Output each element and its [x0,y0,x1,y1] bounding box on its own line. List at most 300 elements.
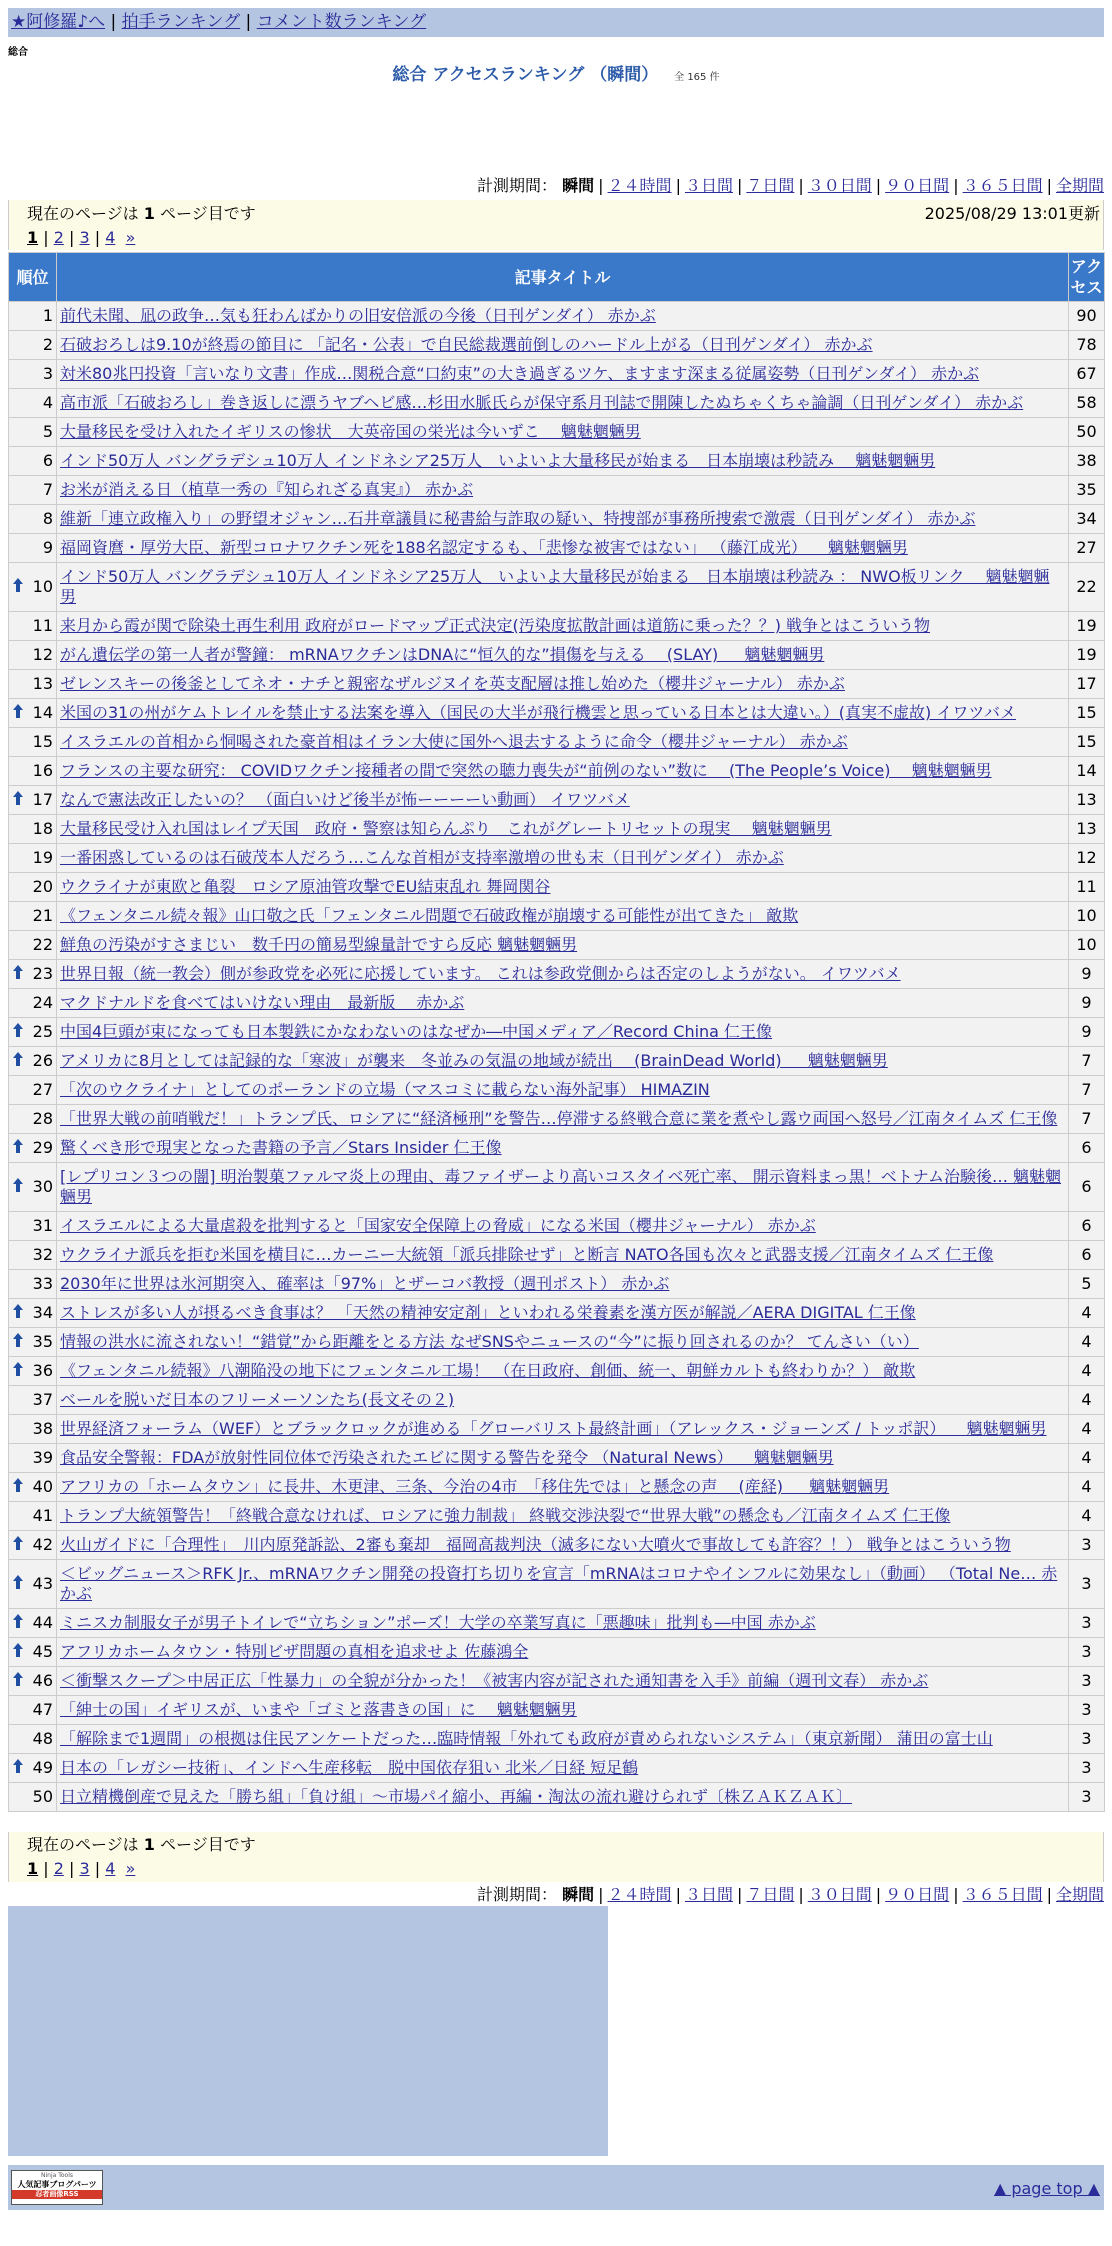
title-cell [57,1609,1069,1638]
article-link[interactable]: [レプリコン３つの闇] 明治製菓ファルマ炎上の理由、毒ファイザーより高いコスタイベ死亡率、 開示資料まっ黒！ベトナム治験後… 魑魅魍魎男 [60,1167,1062,1206]
title-cell [57,1444,1069,1473]
rank-number: 14 [32,703,53,722]
title-cell [57,1270,1069,1299]
article-link[interactable]: インド50万人 バングラデシュ10万人 インドネシア25万人 いよいよ大量移民が始まる 日本崩壊は秒読み ： NWO板リンク 魑魅魍魎男 [60,567,1050,606]
article-link[interactable]: 世界経済フォーラム（WEF）とブラックロックが進める「グローバリスト最終計画」（アレックス・ジョーンズ / トッポ訳） 魑魅魍魎男 [60,1419,1047,1438]
title-cell [57,1531,1069,1560]
rank-cell [9,505,57,534]
access-count: 3 [1069,1609,1105,1638]
rank-cell [9,1638,57,1667]
rank-number: 48 [32,1729,53,1748]
rank-number: 24 [32,993,53,1012]
category-label: 総合 [8,47,28,58]
access-count: 7 [1069,1105,1105,1134]
access-count: 3 [1069,1560,1105,1609]
period-option-current: 瞬間 [562,176,595,195]
article-link[interactable]: ミニスカ制服女子が男子トイレで“立ちション”ポーズ！大学の卒業写真に「悪趣味」批判も―中国 赤かぶ [60,1613,816,1632]
rank-cell [9,302,57,331]
table-row [9,331,1105,360]
article-link[interactable]: 鮮魚の汚染がすさまじい 数千円の簡易型線量計ですら反応 魑魅魍魎男 [60,935,578,954]
rank-number: 11 [32,616,53,635]
rank-number: 29 [32,1138,53,1157]
top-nav-bar [8,8,1104,37]
title-cell [57,1105,1069,1134]
rank-number: 5 [42,422,53,441]
period-option-24h[interactable]: ２４時間 [607,176,672,195]
access-count: 5 [1069,1270,1105,1299]
ranking-table-body [9,302,1105,1812]
rank-number: 3 [42,364,53,383]
rank-number: 42 [32,1535,53,1554]
nav-link-applause-ranking[interactable]: 拍手ランキング [121,12,241,32]
rank-cell [9,1076,57,1105]
title-cell [57,699,1069,728]
table-row [9,641,1105,670]
rank-cell [9,447,57,476]
rank-cell [9,563,57,612]
rank-cell [9,670,57,699]
article-link[interactable]: アメリカに8月としては記録的な「寒波」が襲来 冬並みの気温の地域が続出 (BrainDead World) 魑魅魍魎男 [60,1051,888,1070]
access-count: 58 [1069,389,1105,418]
rank-cell [9,757,57,786]
title-cell [57,1386,1069,1415]
title-cell [57,873,1069,902]
title-cell [57,1638,1069,1667]
article-link[interactable]: 来月から霞が関で除染土再生利用 政府がロードマップ正式決定(汚染度拡散計画は道筋に乗った？？) 戦争とはこういう物 [60,616,931,635]
access-count: 6 [1069,1212,1105,1241]
title-cell [57,1696,1069,1725]
rank-number: 31 [32,1216,53,1235]
title-cell [57,844,1069,873]
rank-number: 4 [42,393,53,412]
rank-cell [9,989,57,1018]
rank-cell [9,389,57,418]
page-link-next[interactable]: » [125,228,136,247]
article-link[interactable]: 石破おろしは9.10が終焉の節目に 「記名・公表」で自民総裁選前倒しのハードル上がる（日刊ゲンダイ） 赤かぶ [60,335,873,354]
rank-up-arrow-icon [12,1303,26,1319]
period-option-24h[interactable]: ２４時間 [607,1885,672,1904]
rank-cell [9,1754,57,1783]
access-count: 3 [1069,1754,1105,1783]
table-row [9,505,1105,534]
rank-cell [9,476,57,505]
rank-cell [9,1473,57,1502]
rank-number: 8 [42,509,53,528]
access-count: 3 [1069,1531,1105,1560]
table-row [9,670,1105,699]
rank-number: 22 [32,935,53,954]
page-top-link[interactable]: ▲ page top ▲ [993,2179,1100,2198]
article-link[interactable]: フランスの主要な研究： COVIDワクチン接種者の間で突然の聴力喪失が“前例のない”数に (The People’s Voice) 魑魅魍魎男 [60,761,992,780]
rank-cell [9,1105,57,1134]
title-cell [57,1560,1069,1609]
article-link[interactable]: 日本の「レガシー技術」、インドへ生産移転 脱中国依存狙い 北米／日経 短足鶴 [60,1758,639,1777]
updated-timestamp: 2025/08/29 13:01更新 [924,204,1100,223]
rank-cell [9,960,57,989]
table-row [9,728,1105,757]
rank-up-arrow-icon [12,790,26,806]
article-link[interactable]: 大量移民を受け入れたイギリスの惨状 大英帝国の栄光は今いずこ 魑魅魍魎男 [60,422,641,441]
title-cell [57,786,1069,815]
title-cell [57,728,1069,757]
rank-number: 18 [32,819,53,838]
table-row [9,1018,1105,1047]
rank-number: 9 [42,538,53,557]
rank-number: 25 [32,1022,53,1041]
table-row [9,1357,1105,1386]
total-count: 全 165 件 [674,72,720,83]
rank-number: 13 [32,674,53,693]
title-cell [57,1018,1069,1047]
ninja-tools-badge[interactable]: Ninja Tools 人気記事ブログパーツ 忍者画像RSS [11,2170,103,2205]
title-cell [57,1212,1069,1241]
table-row [9,873,1105,902]
rank-cell [9,1696,57,1725]
table-row [9,418,1105,447]
title-cell [57,534,1069,563]
table-row [9,960,1105,989]
rank-up-arrow-icon [12,1138,26,1154]
rank-up-arrow-icon [12,1574,26,1590]
access-count: 4 [1069,1357,1105,1386]
article-link[interactable]: 《フェンタニル続報》八潮陥没の地下にフェンタニル工場！ （在日政府、創価、統一、朝鮮カルトも終わりか？） 敵欺 [60,1361,916,1380]
table-row [9,302,1105,331]
table-row [9,1212,1105,1241]
rank-cell [9,1783,57,1812]
period-option-3d[interactable]: ３日間 [684,176,733,195]
article-link[interactable]: なんで憲法改正したいの？ （面白いけど後半が怖ーーーーい動画） イワツバメ [60,790,630,809]
nav-link-comment-ranking[interactable]: コメント数ランキング [256,12,427,32]
table-row [9,844,1105,873]
rank-number: 2 [42,335,53,354]
rank-number: 10 [32,577,53,596]
access-count: 67 [1069,360,1105,389]
rank-number: 49 [32,1758,53,1777]
rank-cell [9,1444,57,1473]
page-link-3[interactable]: 3 [79,228,90,247]
page-link-2[interactable]: 2 [53,1859,64,1878]
rank-number: 44 [32,1613,53,1632]
rank-number: 35 [32,1332,53,1351]
page-link-next[interactable]: » [125,1859,136,1878]
page-link-4[interactable]: 4 [105,1859,116,1878]
period-option-3d[interactable]: ３日間 [684,1885,733,1904]
rank-number: 1 [42,306,53,325]
page-info-bottom [8,1832,1104,1882]
article-link[interactable]: アフリカホームタウン・特別ビザ問題の真相を追求せよ 佐藤鴻全 [60,1642,529,1661]
access-count: 14 [1069,757,1105,786]
period-label: 計測期間： [477,1885,558,1904]
rank-cell [9,360,57,389]
page-link-4[interactable]: 4 [105,228,116,247]
title-cell [57,1299,1069,1328]
rank-cell [9,844,57,873]
title-cell [57,1357,1069,1386]
table-row [9,1502,1105,1531]
article-link[interactable]: 福岡資麿・厚労大臣、新型コロナワクチン死を188名認定するも、「悲惨な被害ではない」 （藤江成光） 魑魅魍魎男 [60,538,908,557]
article-link[interactable]: 日立精機倒産で見えた「勝ち組」「負け組」～市場パイ縮小、再編・淘汰の流れ避けられず〔株ＺＡＫＺＡＫ〕 [60,1787,853,1806]
table-row [9,1270,1105,1299]
article-link[interactable]: トランプ大統領警告！「終戦合意なければ、ロシアに強力制裁」 終戦交渉決裂で“世界大戦”の懸念も／江南タイムズ 仁王像 [60,1506,951,1525]
title-cell [57,1415,1069,1444]
access-count: 4 [1069,1328,1105,1357]
title-cell [57,931,1069,960]
header-access: アクセス [1069,253,1105,302]
article-link[interactable]: 驚くべき形で現実となった書籍の予言／Stars Insider 仁王像 [60,1138,502,1157]
title-cell [57,1241,1069,1270]
period-option-90d[interactable]: ９０日間 [885,176,950,195]
title-cell [57,1502,1069,1531]
period-option-365d[interactable]: ３６５日間 [962,176,1043,195]
rank-number: 20 [32,877,53,896]
table-row [9,1328,1105,1357]
rank-number: 39 [32,1448,53,1467]
rank-cell [9,699,57,728]
rank-cell [9,1163,57,1212]
table-row [9,815,1105,844]
footer-bar [8,2165,1104,2210]
title-cell [57,670,1069,699]
period-option-90d[interactable]: ９０日間 [885,1885,950,1904]
article-link[interactable]: 世界日報（統一教会）側が参政党を必死に応援しています。 これは参政党側からは否定のしようがない。 イワツバメ [60,964,901,983]
article-link[interactable]: 高市派「石破おろし」巻き返しに漂うヤブヘビ感…杉田水脈氏らが保守系月刊誌で開陳したぬちゃくちゃ論調（日刊ゲンダイ） 赤かぶ [60,393,1024,412]
rank-number: 28 [32,1109,53,1128]
rank-cell [9,815,57,844]
ad-placeholder [8,1906,608,2156]
period-selector-bottom: 計測期間： 瞬間 | ２４時間 | ３日間 | ７日間 | ３０日間 | ９０日間 | ３６５日間 | 全期間 [477,1885,1104,1904]
access-count: 19 [1069,641,1105,670]
rank-number: 38 [32,1419,53,1438]
title-cell [57,1667,1069,1696]
access-count: 38 [1069,447,1105,476]
ranking-table [8,252,1105,1812]
rank-cell [9,641,57,670]
rank-number: 32 [32,1245,53,1264]
current-page-text: 現在のページは 1 ページ目です [27,1835,256,1854]
title-cell [57,505,1069,534]
table-row [9,1241,1105,1270]
article-link[interactable]: お米が消える日（植草一秀の『知られざる真実』） 赤かぶ [60,480,474,499]
title-cell [57,1473,1069,1502]
access-count: 50 [1069,418,1105,447]
article-link[interactable]: 一番困惑しているのは石破茂本人だろう…こんな首相が支持率激増の世も末（日刊ゲンダイ） 赤かぶ [60,848,784,867]
rank-number: 17 [32,790,53,809]
rank-number: 47 [32,1700,53,1719]
title-cell [57,1076,1069,1105]
period-option-30d[interactable]: ３０日間 [807,176,872,195]
rank-number: 30 [32,1177,53,1196]
access-count: 15 [1069,699,1105,728]
access-count: 4 [1069,1444,1105,1473]
rank-cell [9,418,57,447]
rank-cell [9,1386,57,1415]
rank-number: 26 [32,1051,53,1070]
rank-cell [9,786,57,815]
title-cell [57,960,1069,989]
rank-number: 36 [32,1361,53,1380]
rank-up-arrow-icon [12,577,26,593]
article-link[interactable]: 火山ガイドに「合理性」 川内原発訴訟、2審も棄却 福岡高裁判決（滅多にない大噴火で事故しても許容？！） 戦争とはこういう物 [60,1535,1011,1554]
title-cell [57,360,1069,389]
title-cell [57,1134,1069,1163]
rank-cell [9,1241,57,1270]
title-cell [57,1328,1069,1357]
article-link[interactable]: 情報の洪水に流されない！“錯覚”から距離をとる方法 なぜSNSやニュースの“今”に振り回されるのか？ てんさい（い） [60,1332,919,1351]
page-info-top [8,200,1104,250]
access-count: 4 [1069,1473,1105,1502]
access-count: 11 [1069,873,1105,902]
period-option-365d[interactable]: ３６５日間 [962,1885,1043,1904]
access-count: 7 [1069,1076,1105,1105]
rank-up-arrow-icon [12,1535,26,1551]
table-row [9,1444,1105,1473]
rank-number: 45 [32,1642,53,1661]
access-count: 35 [1069,476,1105,505]
table-row [9,699,1105,728]
article-link[interactable]: がん遺伝学の第一人者が警鐘： mRNAワクチンはDNAに“恒久的な”損傷を与える (SLAY) 魑魅魍魎男 [60,645,825,664]
article-link[interactable]: 「紳士の国」イギリスが、いまや「ゴミと落書きの国」に 魑魅魍魎男 [60,1700,577,1719]
table-row [9,534,1105,563]
article-link[interactable]: イスラエルによる大量虐殺を批判すると「国家安全保障上の脅威」になる米国（櫻井ジャーナル） 赤かぶ [60,1216,816,1235]
rank-cell [9,1560,57,1609]
rank-cell [9,1725,57,1754]
access-count: 4 [1069,1386,1105,1415]
rank-up-arrow-icon [12,1051,26,1067]
article-link[interactable]: ＜ビッグニュース＞RFK Jr.、mRNAワクチン開発の投資打ち切りを宣言「mRNAはコロナやインフルに効果なし」（動画） （Total Ne… 赤かぶ [60,1564,1058,1603]
page-title [8,60,1104,85]
title-cell [57,1163,1069,1212]
rank-number: 46 [32,1671,53,1690]
title-cell [57,418,1069,447]
rank-cell [9,1134,57,1163]
header-title: 記事タイトル [57,253,1069,302]
period-option-7d[interactable]: ７日間 [746,1885,795,1904]
period-option-7d[interactable]: ７日間 [746,176,795,195]
table-row [9,1105,1105,1134]
access-count: 22 [1069,563,1105,612]
table-row [9,612,1105,641]
article-link[interactable]: ストレスが多い人が摂るべき食事は？ 「天然の精神安定剤」といわれる栄養素を漢方医が解説／AERA DIGITAL 仁王像 [60,1303,916,1322]
access-count: 7 [1069,1047,1105,1076]
article-link[interactable]: ウクライナ派兵を拒む米国を横目に…カーニー大統領「派兵排除せず」と断言 NATO各国も次々と武器支援／江南タイムズ 仁王像 [60,1245,994,1264]
article-link[interactable]: 「解除まで1週間」の根拠は住民アンケートだった…臨時情報「外れても政府が責められないシステム」（東京新聞） 蒲田の富士山 [60,1729,993,1748]
table-row [9,1531,1105,1560]
table-row [9,1560,1105,1609]
rank-up-arrow-icon [12,964,26,980]
rank-cell [9,1609,57,1638]
article-link[interactable]: アフリカの「ホームタウン」に長井、木更津、三条、今治の4市 「移住先では」と懸念の声 (産経) 魑魅魍魎男 [60,1477,890,1496]
table-row [9,1754,1105,1783]
pagination: 1 | 2 | 3 | 4 » [27,228,136,247]
pagination: 1 | 2 | 3 | 4 » [27,1859,136,1878]
article-link[interactable]: 「次のウクライナ」としてのポーランドの立場（マスコミに載らない海外記事） HIMAZIN [60,1080,710,1099]
rank-cell [9,1299,57,1328]
title-cell [57,389,1069,418]
current-page-text: 現在のページは 1 ページ目です [27,204,256,223]
rank-up-arrow-icon [12,1671,26,1687]
article-link[interactable]: 食品安全警報：FDAが放射性同位体で汚染されたエビに関する警告を発令 （Natural News） 魑魅魍魎男 [60,1448,834,1467]
article-link[interactable]: ゼレンスキーの後釜としてネオ・ナチと親密なザルジヌイを英支配層は推し始めた（櫻井ジャーナル） 赤かぶ [60,674,845,693]
article-link[interactable]: 維新「連立政権入り」の野望オジャン…石井章議員に秘書給与詐取の疑い、特捜部が事務所捜索で激震（日刊ゲンダイ） 赤かぶ [60,509,976,528]
article-link[interactable]: ウクライナが東欧と亀裂 ロシア原油管攻撃でEU結束乱れ 舞岡関谷 [60,877,551,896]
table-row [9,360,1105,389]
nav-separator: | [110,12,122,32]
rank-cell [9,1018,57,1047]
access-count: 17 [1069,670,1105,699]
nav-link-asyura[interactable]: ★阿修羅♪へ [11,12,106,32]
rank-number: 37 [32,1390,53,1409]
title-cell [57,757,1069,786]
article-link[interactable]: 米国の31の州がケムトレイルを禁止する法案を導入（国民の大半が飛行機雲と思っている日本とは大違い。）(真実不虚故) イワツバメ [60,703,1017,722]
access-count: 3 [1069,1638,1105,1667]
nav-separator: | [245,12,257,32]
rank-cell [9,931,57,960]
page-link-3[interactable]: 3 [79,1859,90,1878]
rank-cell [9,1415,57,1444]
table-row [9,1609,1105,1638]
article-link[interactable]: ＜衝撃スクープ＞中居正広「性暴力」の全貌が分かった！《被害内容が記された通知書を入手》前編（週刊文春） 赤かぶ [60,1671,929,1690]
article-link[interactable]: ベールを脱いだ日本のフリーメーソンたち(長文その２) [60,1390,455,1409]
access-count: 3 [1069,1725,1105,1754]
access-count: 10 [1069,931,1105,960]
title-cell [57,815,1069,844]
table-row [9,447,1105,476]
title-cell [57,447,1069,476]
page-link-current: 1 [27,1859,39,1878]
article-link[interactable]: 中国4巨頭が束になっても日本製鉄にかなわないのはなぜか―中国メディア／Record China 仁王像 [60,1022,773,1041]
access-count: 6 [1069,1134,1105,1163]
period-option-30d[interactable]: ３０日間 [807,1885,872,1904]
table-row [9,1134,1105,1163]
access-count: 10 [1069,902,1105,931]
table-row [9,1725,1105,1754]
access-count: 27 [1069,534,1105,563]
period-option-all[interactable]: 全期間 [1055,1885,1104,1904]
rank-cell [9,1212,57,1241]
access-count: 6 [1069,1241,1105,1270]
rank-number: 50 [32,1787,53,1806]
rank-number: 7 [42,480,53,499]
article-link[interactable]: 《フェンタニル続々報》山口敬之氏「フェンタニル問題で石破政権が崩壊する可能性が出てきた」 敵欺 [60,906,799,925]
title-cell [57,612,1069,641]
article-link[interactable]: 2030年に世界は氷河期突入、確率は「97%」とザーコバ教授（週刊ポスト） 赤かぶ [60,1274,670,1293]
rank-cell [9,1047,57,1076]
access-count: 15 [1069,728,1105,757]
article-link[interactable]: インド50万人 バングラデシュ10万人 インドネシア25万人 いよいよ大量移民が始まる 日本崩壊は秒読み 魑魅魍魎男 [60,451,936,470]
access-count: 9 [1069,1018,1105,1047]
rank-cell [9,1357,57,1386]
rank-number: 27 [32,1080,53,1099]
article-link[interactable]: 大量移民受け入れ国はレイプ天国 政府・警察は知らんぷり これがグレートリセットの現実 魑魅魍魎男 [60,819,832,838]
page-link-2[interactable]: 2 [53,228,64,247]
title-cell [57,1783,1069,1812]
article-link[interactable]: 対米80兆円投資「言いなり文書」作成…関税合意“口約束”の大き過ぎるツケ、ますます深まる従属姿勢（日刊ゲンダイ） 赤かぶ [60,364,980,383]
title-cell [57,902,1069,931]
page-title-text: 総合 アクセスランキング （瞬間） [392,65,659,85]
rank-up-arrow-icon [12,1332,26,1348]
article-link[interactable]: 前代未聞、凪の政争…気も狂わんばかりの旧安倍派の今後（日刊ゲンダイ） 赤かぶ [60,306,656,325]
article-link[interactable]: イスラエルの首相から恫喝された豪首相はイラン大使に国外へ退去するように命令（櫻井ジャーナル） 赤かぶ [60,732,848,751]
rank-number: 34 [32,1303,53,1322]
title-cell [57,563,1069,612]
article-link[interactable]: 「世界大戦の前哨戦だ！」トランプ氏、ロシアに“経済極刑”を警告…停滞する終戦合意に業を煮やし露ウ両国へ怒号／江南タイムズ 仁王像 [60,1109,1058,1128]
article-link[interactable]: マクドナルドを食べてはいけない理由 最新版 赤かぶ [60,993,465,1012]
table-row [9,1386,1105,1415]
rank-cell [9,902,57,931]
rank-up-arrow-icon [12,1477,26,1493]
period-option-all[interactable]: 全期間 [1055,176,1104,195]
rank-cell [9,873,57,902]
